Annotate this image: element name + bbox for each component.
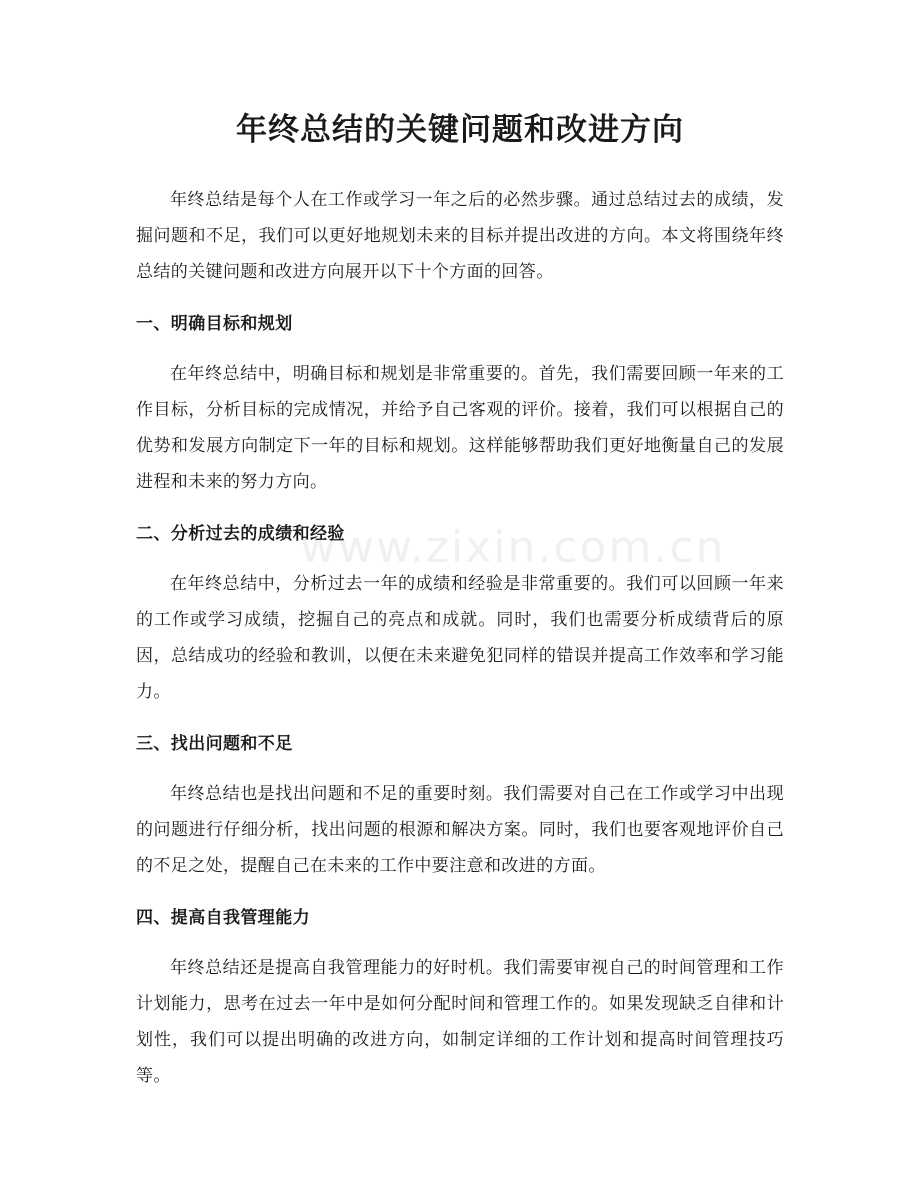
- section-heading-4: 四、提高自我管理能力: [136, 908, 310, 928]
- spacer: [136, 290, 784, 306]
- section-heading-1: 一、明确目标和规划: [136, 314, 293, 334]
- spacer: [136, 552, 784, 566]
- spacer: [136, 342, 784, 356]
- section-heading-3: 三、找出问题和不足: [136, 734, 293, 754]
- spacer: [136, 500, 784, 516]
- document-body: [136, 182, 784, 1094]
- document-title: 年终总结的关键问题和改进方向: [236, 112, 684, 148]
- section-body-1: 在年终总结中，明确目标和规划是非常重要的。首先，我们需要回顾一年来的工作目标，分析目标的完成情况，并给予自己客观的评价。接着，我们可以根据自己的优势和发展方向制定下一年的目标和规划。这样能够帮助我们更好地衡量自己的发展进程和未来的努力方向。: [136, 364, 784, 492]
- section-heading-2: 二、分析过去的成绩和经验: [136, 524, 345, 544]
- intro-paragraph: 年终总结是每个人在工作或学习一年之后的必然步骤。通过总结过去的成绩，发掘问题和不足，我们可以更好地规划未来的目标并提出改进的方向。本文将围绕年终总结的关键问题和改进方向展开以下十个方面的回答。: [136, 190, 784, 282]
- section-body-3: 年终总结也是找出问题和不足的重要时刻。我们需要对自己在工作或学习中出现的问题进行仔细分析，找出问题的根源和解决方案。同时，我们也要客观地评价自己的不足之处，提醒自己在未来的工作中要注意和改进的方面。: [136, 784, 784, 876]
- spacer: [136, 710, 784, 726]
- spacer: [136, 936, 784, 950]
- section-body-4: 年终总结还是提高自我管理能力的好时机。我们需要审视自己的时间管理和工作计划能力，思考在过去一年中是如何分配时间和管理工作的。如果发现缺乏自律和计划性，我们可以提出明确的改进方向，如制定详细的工作计划和提高时间管理技巧等。: [136, 958, 784, 1086]
- spacer: [136, 884, 784, 900]
- section-body-2: 在年终总结中，分析过去一年的成绩和经验是非常重要的。我们可以回顾一年来的工作或学习成绩，挖掘自己的亮点和成就。同时，我们也需要分析成绩背后的原因，总结成功的经验和教训，以便在未来避免犯同样的错误并提高工作效率和学习能力。: [136, 574, 784, 702]
- watermark: www.zixin.com.cn: [300, 522, 726, 573]
- spacer: [136, 762, 784, 776]
